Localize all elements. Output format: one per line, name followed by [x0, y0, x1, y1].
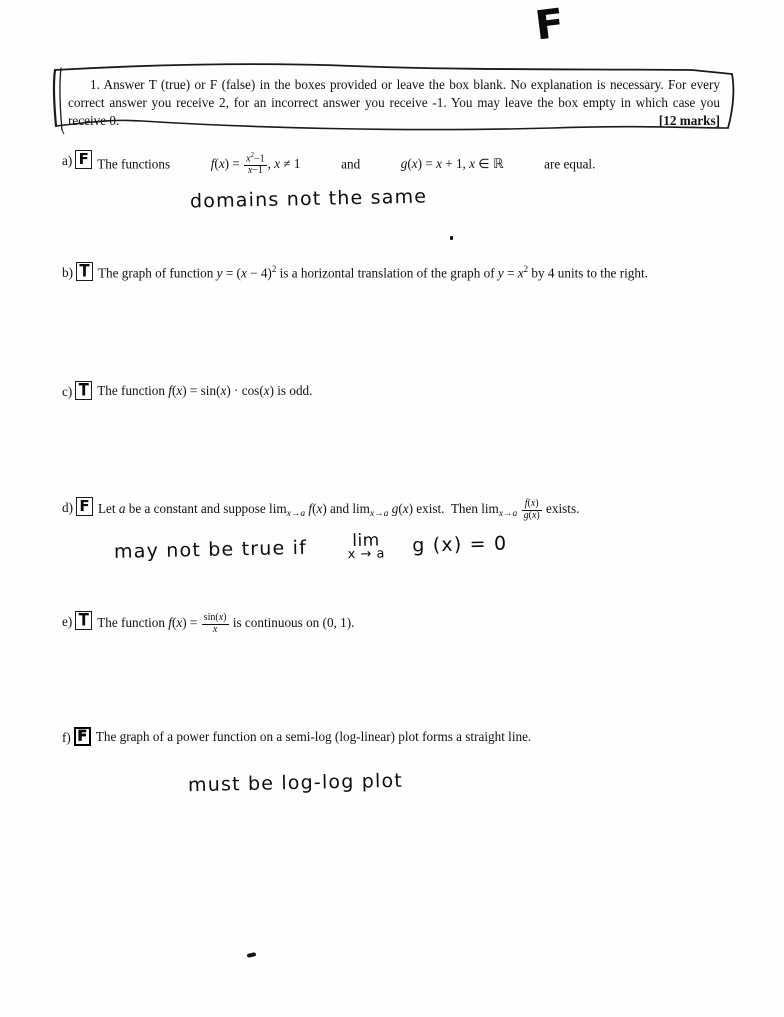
annotation-d-text: may not be true if [113, 536, 308, 563]
instructions-text [68, 76, 720, 131]
answer-box-b[interactable] [76, 262, 93, 281]
question-row-b [62, 262, 648, 281]
question-label-b: b) [62, 265, 73, 280]
handwritten-grade-mark: F [532, 0, 566, 50]
question-row-e [62, 611, 354, 635]
question-a-suffix: are equal. [544, 156, 596, 172]
question-text-f: The graph of a power function on a semi-log (log-linear) plot forms a straight line. [95, 729, 532, 744]
question-text-b: The graph of function $y = (x - 4)^2$ is a horizontal translation of the graph of $y = x^2$ by 4 units to the right. [98, 264, 648, 281]
instructions-box [52, 64, 736, 132]
answer-box-d[interactable] [76, 497, 93, 516]
question-row-f [62, 727, 531, 746]
instructions-line-2: correct answer you receive 2, for an incorrect answer you receive -1. You may leave the box empty in which case you [68, 95, 720, 111]
answer-box-f[interactable] [74, 727, 91, 746]
question-text-a [97, 150, 595, 176]
question-row-c [62, 381, 312, 400]
ink-speck-bottom [247, 952, 257, 958]
question-row-a [62, 150, 595, 176]
answer-glyph-d: F [79, 496, 90, 515]
answer-glyph-e: T [78, 609, 89, 630]
question-a-expr-right: g(x) = x + 1, x ∈ ℝ [400, 156, 504, 173]
instructions-line-3: receive 0. [68, 113, 120, 129]
annotation-d-limit: lim x → a [347, 530, 386, 563]
answer-glyph-b: T [79, 260, 90, 281]
question-a-prefix: The functions [97, 156, 171, 172]
question-text-c: The function f(x) = sin(x) · cos(x) is odd. [97, 383, 313, 398]
question-label-d: d) [62, 500, 73, 515]
question-label-f: f) [62, 730, 71, 745]
ink-speck [450, 236, 453, 240]
instructions-line-1: 1. Answer T (true) or F (false) in the boxes provided or leave the box blank. No explanation is necessary. For every [90, 77, 720, 92]
answer-box-c[interactable] [75, 381, 92, 400]
question-label-e: e) [62, 614, 73, 629]
question-row-d [62, 497, 579, 521]
marks-badge: [12 marks] [658, 113, 720, 129]
answer-glyph-c: T [78, 379, 89, 400]
question-a-expr-left: f(x) = $\frac{x^2-1}{x-1}$ , x ≠ 1 [210, 152, 301, 176]
annotation-d [114, 530, 508, 567]
answer-box-e[interactable] [75, 611, 92, 630]
answer-glyph-a: F [78, 149, 89, 168]
question-label-a: a) [62, 153, 73, 168]
question-text-d: Let a be a constant and suppose $\lim_{x\to a} f(x)$ and $\lim_{x\to a} g(x)$ exist. Then $\lim_{x\to a}$ $\frac{f(x)}{g(x)}$ exists. [98, 498, 580, 521]
question-label-c: c) [62, 384, 73, 399]
annotation-d-tail: g (x) = 0 [412, 532, 508, 557]
annotation-a: domains not the same [189, 185, 428, 213]
answer-box-a[interactable] [75, 150, 92, 169]
answer-glyph-f: F [77, 728, 88, 745]
annotation-f: must be log-log plot [187, 769, 404, 797]
question-a-conjunction: and [341, 156, 361, 172]
question-text-e: The function f(x) = $\frac{\sin(x)}{x}$ is continuous on (0, 1). [97, 612, 355, 635]
